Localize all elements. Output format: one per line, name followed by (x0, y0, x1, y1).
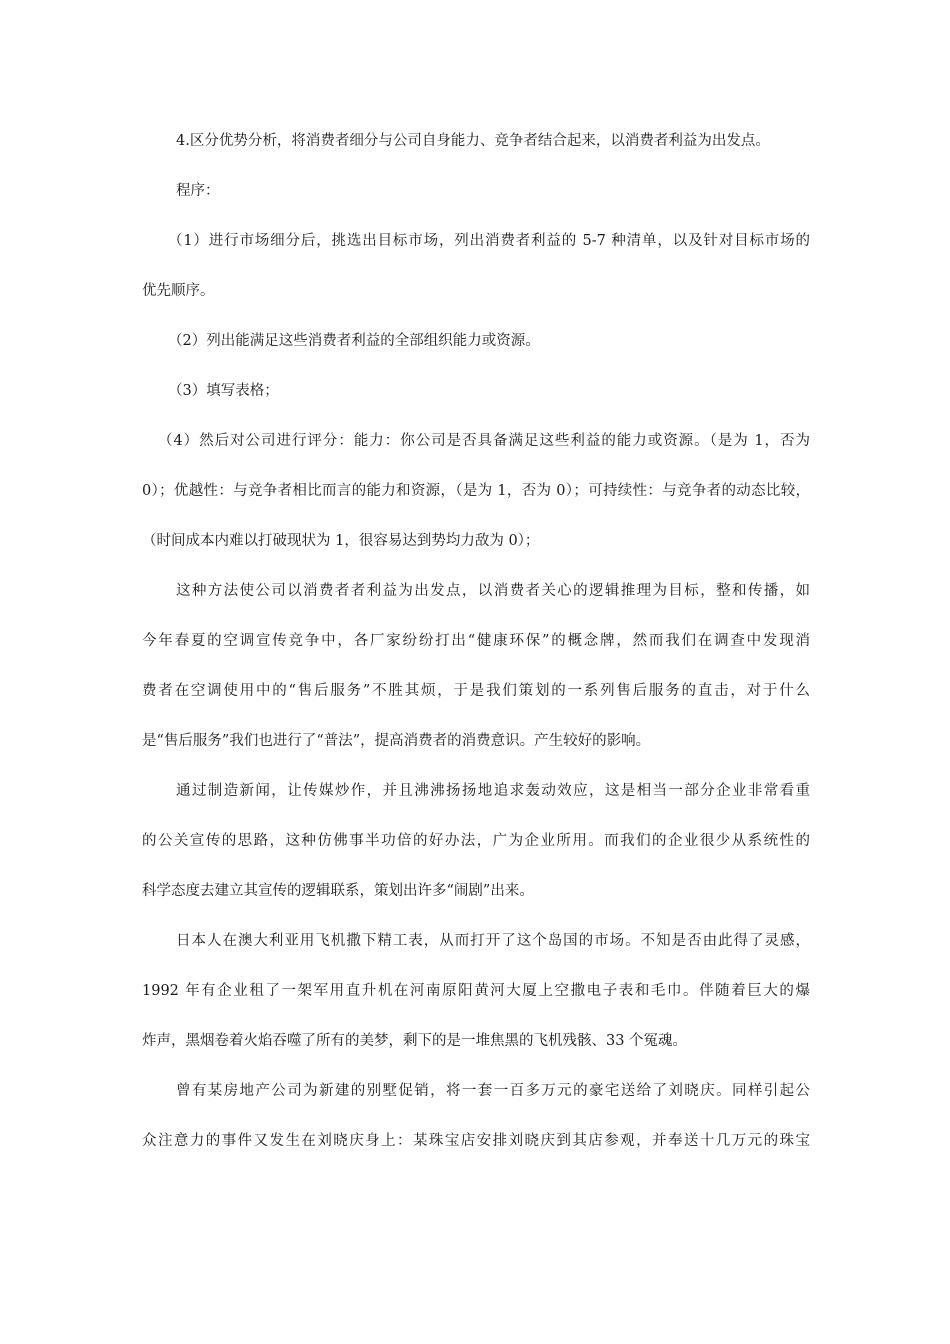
paragraph-realestate-line-2: 众注意力的事件又发生在刘晓庆身上：某珠宝店安排刘晓庆到其店参观，并奉送十几万元的珠宝 (142, 1133, 810, 1149)
paragraph-method-line-4: 是“售后服务”我们也进行了“普法”，提高消费者的消费意识。产生较好的影响。 (142, 733, 651, 749)
paragraph-realestate-line-1: 曾有某房地产公司为新建的别墅促销，将一套一百多万元的豪宅送给了刘晓庆。同样引起公 (176, 1083, 810, 1099)
step-4-line-1: （4）然后对公司进行评分：能力：你公司是否具备满足这些利益的能力或资源。（是为 1，否为 (158, 433, 810, 449)
step-1-line-1: （1）进行市场细分后，挑选出目标市场，列出消费者利益的 5-7 种清单，以及针对目标市场的 (168, 233, 810, 249)
paragraph-news-line-3: 科学态度去建立其宣传的逻辑联系，策划出许多“闹剧”出来。 (142, 883, 534, 899)
step-4-line-2: 0）；优越性：与竞争者相比而言的能力和资源，（是为 1，否为 0）；可持续性：与竞争者的动态比较， (142, 483, 810, 499)
paragraph-seiko-line-3: 炸声，黑烟卷着火焰吞噬了所有的美梦，剩下的是一堆焦黑的飞机残骸、33 个冤魂。 (142, 1033, 688, 1049)
paragraph-point-4: 4.区分优势分析，将消费者细分与公司自身能力、竞争者结合起来，以消费者利益为出发点。 (176, 133, 770, 149)
paragraph-seiko-line-1: 日本人在澳大利亚用飞机撒下精工表，从而打开了这个岛国的市场。不知是否由此得了灵感， (176, 933, 810, 949)
step-2: （2）列出能满足这些消费者利益的全部组织能力或资源。 (168, 333, 540, 349)
step-4-line-3: （时间成本内难以打破现状为 1，很容易达到势均力敌为 0）； (142, 533, 540, 549)
paragraph-method-line-1: 这种方法使公司以消费者者利益为出发点，以消费者关心的逻辑推理为目标，整和传播，如 (176, 583, 810, 599)
paragraph-method-line-2: 今年春夏的空调宣传竞争中，各厂家纷纷打出“健康环保”的概念牌，然而我们在调查中发现消 (142, 633, 810, 649)
step-3: （3）填写表格； (168, 383, 279, 399)
procedure-heading: 程序： (176, 183, 220, 199)
step-1-line-2: 优先顺序。 (142, 283, 215, 299)
paragraph-method-line-3: 费者在空调使用中的“售后服务”不胜其烦，于是我们策划的一系列售后服务的直击，对于什么 (142, 683, 810, 699)
paragraph-news-line-2: 的公关宣传的思路，这种仿佛事半功倍的好办法，广为企业所用。而我们的企业很少从系统性的 (142, 833, 810, 849)
paragraph-seiko-line-2: 1992 年有企业租了一架军用直升机在河南原阳黄河大厦上空撒电子表和毛巾。伴随着巨大的爆 (142, 983, 810, 999)
paragraph-news-line-1: 通过制造新闻，让传媒炒作，并且沸沸扬扬地追求轰动效应，这是相当一部分企业非常看重 (176, 783, 810, 799)
